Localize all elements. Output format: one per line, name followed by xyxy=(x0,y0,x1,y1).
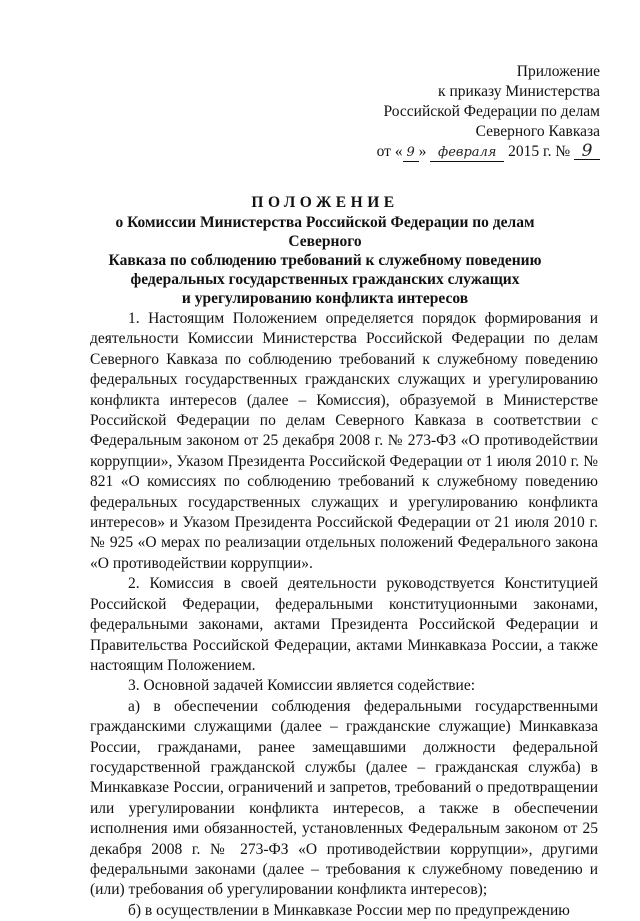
subparagraph-b: б) в осуществлении в Минкавказе России мер по предупреждению xyxy=(128,901,570,919)
heading-line-4: и урегулированию конфликта интересов xyxy=(181,290,469,307)
handwritten-day: 9 xyxy=(403,145,419,162)
annex-title: Приложение xyxy=(516,63,600,80)
paragraph-2: 2. Комиссия в своей деятельности руководствуется Конституцией Российской Федерации, федеральными конституционными законами, федеральными законами, актами Президента Российской Федерации и Правительства Российской Федерации, актами Минкавказа России, а также настоящим Положением. xyxy=(90,575,598,674)
subparagraph-a: а) в обеспечении соблюдения федеральными государственными гражданскими служащими (далее – гражданские служащие) Минкавказа России, гражданами, ранее замещавшими должности федеральной государственной гражданской службы (далее – гражданская служба) в Минкавказе России, ограничений и запретов, требований о предотвращении или урегулировании конфликта интересов, а также в обеспечении исполнения ими обязанностей, установленных Федеральным законом от 25 декабря 2008 г. № 273-ФЗ «О противодействии коррупции», другими федеральными законами (далее – требования к служебному поведению и (или) требования об урегулировании конфликта интересов); xyxy=(90,697,598,899)
date-prefix: от « xyxy=(376,143,403,160)
heading-line-1: о Комиссии Министерства Российской Федерации по делам Северного xyxy=(115,214,535,250)
heading-line-2: Кавказа по соблюдению требований к служебному поведению xyxy=(108,252,542,269)
annex-order-line: к приказу Министерства xyxy=(438,83,600,100)
handwritten-order-number: 9 xyxy=(574,143,600,160)
handwritten-month: февраля xyxy=(430,145,504,162)
year-text: 2015 г. № xyxy=(508,143,571,160)
document-body xyxy=(90,309,598,921)
annex-date-line xyxy=(360,142,600,162)
annex-region-line: Северного Кавказа xyxy=(475,123,600,140)
heading-line-3: федеральных государственных гражданских служащих xyxy=(130,271,520,288)
heading-word: ПОЛОЖЕНИЕ xyxy=(251,194,399,211)
paragraph-1: 1. Настоящим Положением определяется порядок формирования и деятельности Комиссии Министерства Российской Федерации по делам Северного Кавказа по соблюдению требований к служебному поведению федеральных государственных гражданских служащих и урегулированию конфликта интересов (далее – Комиссия), образуемой в Министерстве Российской Федерации по делам Северного Кавказа в соответствии с Федеральным законом от 25 декабря 2008 г. № 273-ФЗ «О противодействии коррупции», Указом Президента Российской Федерации от 1 июля 2010 г. № 821 «О комиссиях по соблюдению требований к служебному поведению федеральных государственных служащих и урегулированию конфликта интересов» и Указом Президента Российской Федерации от 21 июля 2010 г. № 925 «О мерах по реализации отдельных положений Федерального закона «О противодействии коррупции». xyxy=(90,310,598,572)
paragraph-3: 3. Основной задачей Комиссии является содействие: xyxy=(128,677,476,695)
document-heading xyxy=(80,193,570,308)
date-mid: » xyxy=(418,143,427,160)
annex-block xyxy=(360,62,600,162)
annex-ministry-line: Российской Федерации по делам xyxy=(383,103,600,120)
